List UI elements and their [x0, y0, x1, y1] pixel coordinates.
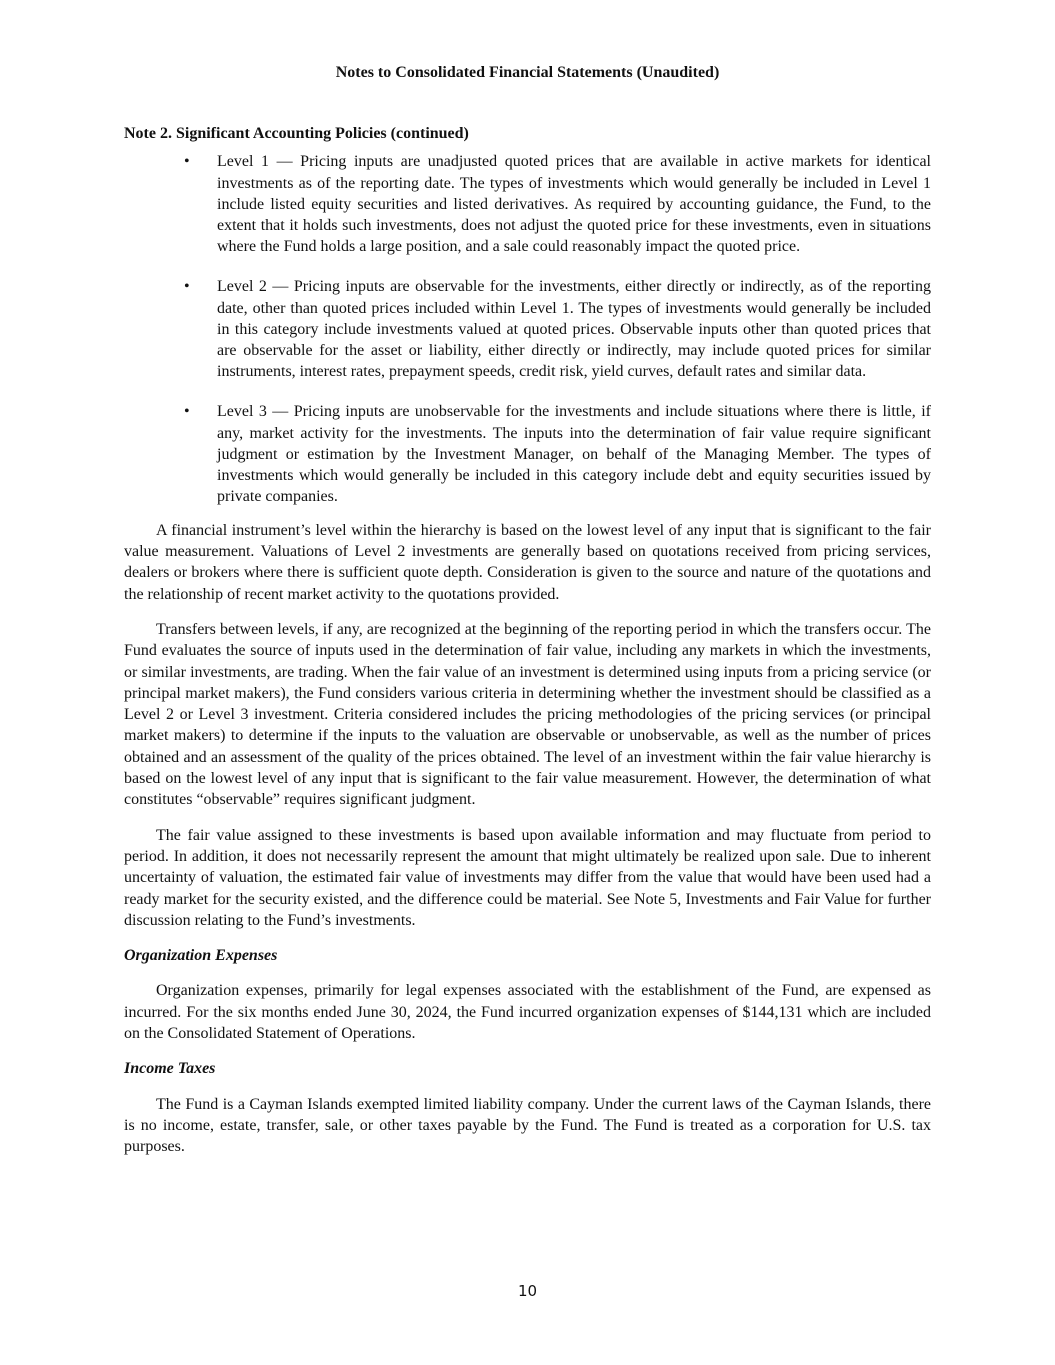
organization-expenses-paragraph: Organization expenses, primarily for legal expenses associated with the establishment of the Fund, are expensed as incurred. For the six months ended June 30, 2024, the Fund incurred organization expenses of $144,131 which are included on the Consolidated Statement of Operations.: [124, 982, 931, 1042]
organization-expenses-heading: Organization Expenses: [124, 947, 278, 965]
bullet-icon: •: [184, 403, 190, 421]
paragraph-hierarchy-level: A financial instrument’s level within the hierarchy is based on the lowest level of any input that is significant to the fair value measurement. Valuations of Level 2 investments are generally based on quotations received from pricing services, dealers or brokers where there is sufficient quote depth. Consideration is given to the source and nature of the quotations and the relationship of recent market activity to the quotations provided.: [124, 521, 931, 603]
note-heading: Note 2. Significant Accounting Policies (continued): [124, 125, 469, 142]
document-page: [124, 62, 931, 1171]
income-taxes-paragraph: The Fund is a Cayman Islands exempted limited liability company. Under the current laws of the Cayman Islands, there is no income, estate, transfer, sale, or other taxes payable by the Fund. The Fund is treated as a corporation for U.S. tax purposes.: [124, 1095, 931, 1156]
page-title: Notes to Consolidated Financial Statements (Unaudited): [335, 64, 720, 81]
paragraph-fair-value-assigned: The fair value assigned to these investments is based upon available information and may fluctuate from period to period. In addition, it does not necessarily represent the amount that might ultimately be realized upon sale. Due to inherent uncertainty of valuation, the estimated fair value of investments may differ from the value that would have been used had a ready market for the security existed, and the difference could be material. See Note 5, Investments and Fair Value for further discussion relating to the Fund’s investments.: [124, 826, 931, 929]
paragraph-transfers-between-levels: Transfers between levels, if any, are recognized at the beginning of the reporting period in which the transfers occur. The Fund evaluates the source of inputs used in the determination of fair value, including any markets in which the investments, or similar investments, are trading. When the fair value of an investment is determined using inputs from a pricing service (or principal market makers), the Fund considers various criteria in determining whether the investment should be classified as a Level 2 or Level 3 investment. Criteria considered includes the pricing methodologies of the pricing services (or principal market makers) to determine if the inputs to the valuation are observable or unobservable, as well as the number of prices obtained and an assessment of the quality of the prices obtained. The level of an investment within the fair value hierarchy is based on the lowest level of any input that is significant to the fair value measurement. However, the determination of what constitutes “observable” requires significant judgment.: [124, 620, 931, 809]
list-item-text: Level 3 — Pricing inputs are unobservable for the investments and include situations where there is little, if any, market activity for the investments. The inputs into the determination of fair value require significant judgment or estimation by the Investment Manager, on behalf of the Managing Member. The types of investments which would generally be included in this category include debt and equity securities issued by private companies.: [217, 403, 931, 506]
list-item-level-2: [184, 276, 931, 382]
list-item-level-1: [184, 151, 931, 257]
list-item-text: Level 2 — Pricing inputs are observable for the investments, either directly or indirectly, as of the reporting date, other than quoted prices included within Level 1. The types of investments would generally be included in this category include investments valued at quoted prices. Observable inputs other than quoted prices that are observable for the asset or liability, either directly or indirectly, may include quoted prices for similar instruments, interest rates, prepayment speeds, credit risk, yield curves, default rates and similar data.: [217, 278, 931, 381]
list-item-level-3: [184, 401, 931, 507]
income-taxes-heading: Income Taxes: [124, 1060, 216, 1078]
bullet-icon: •: [184, 278, 190, 296]
list-item-text: Level 1 — Pricing inputs are unadjusted quoted prices that are available in active markets for identical investments as of the reporting date. The types of investments which would generally be included in Level 1 include listed equity securities and listed derivatives. As required by accounting guidance, the Fund, to the extent that it holds such investments, does not adjust the quoted price for these investments, even in situations where the Fund holds a large position, and a sale could reasonably impact the quoted price.: [217, 153, 931, 256]
bullet-icon: •: [184, 153, 190, 171]
page-number: 10: [517, 1282, 538, 1300]
fair-value-levels-list: [124, 151, 931, 507]
